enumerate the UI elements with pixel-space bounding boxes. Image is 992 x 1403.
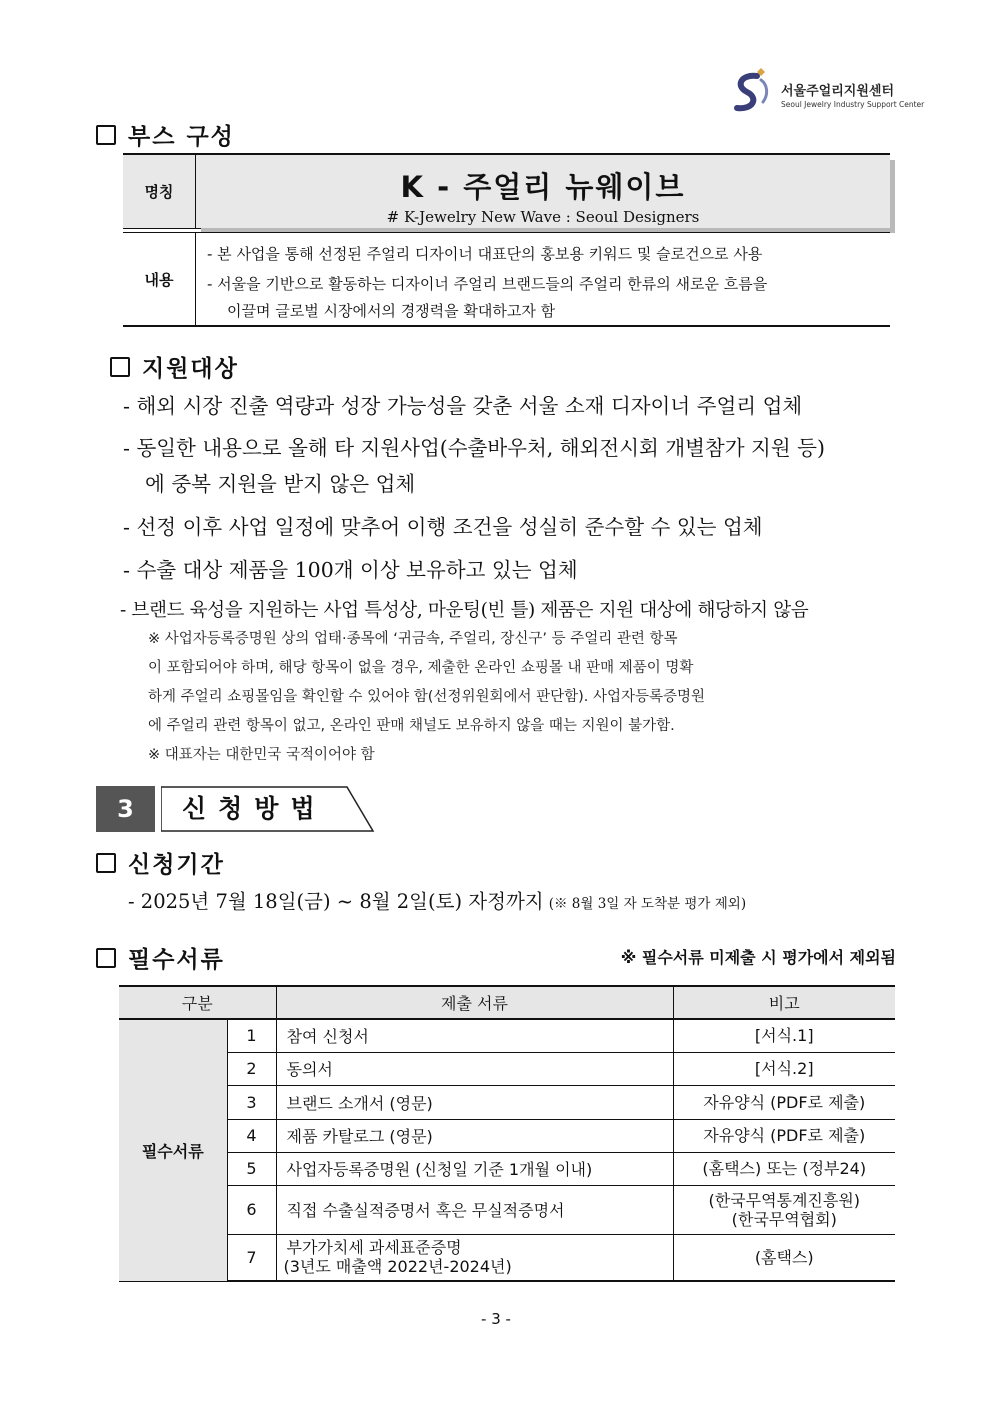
logo-mark-icon — [727, 68, 775, 116]
page-number: - 3 - — [481, 1310, 511, 1328]
period-note: (※ 8월 3일 자 도착분 평가 제외) — [548, 896, 747, 912]
row-note-line: (한국무역협회) — [731, 1209, 837, 1229]
eligibility-item: - 수출 대상 제품을 100개 이상 보유하고 있는 업체 — [123, 558, 578, 582]
table-row — [119, 1019, 895, 1052]
row-doc: 참여 신청서 — [276, 1019, 673, 1052]
note-line: 이 포함되어야 하며, 해당 항목이 없을 경우, 제출한 온라인 쇼핑몰 내 판매 제품이 명확 — [148, 660, 694, 676]
logo-subtitle: Seoul Jewelry Industry Support Center — [781, 100, 925, 109]
row-doc: 사업자등록증명원 (신청일 기준 1개월 이내) — [276, 1152, 673, 1185]
booth-content-line: 이끌며 글로벌 시장에서의 경쟁력을 확대하고자 함 — [227, 302, 556, 320]
row-number: 2 — [227, 1052, 276, 1085]
row-number: 7 — [227, 1234, 276, 1281]
center-logo — [727, 68, 925, 118]
checkbox-square-icon — [110, 357, 130, 377]
checkbox-square-icon — [96, 125, 116, 145]
booth-table — [123, 153, 890, 327]
table-header-row — [119, 986, 895, 1019]
table-row — [119, 1152, 895, 1185]
period-heading — [96, 846, 225, 879]
eligibility-item: - 선정 이후 사업 일정에 맞추어 이행 조건을 성실히 준수할 수 있는 업체 — [123, 515, 763, 539]
booth-name-row — [123, 153, 890, 229]
row-number: 6 — [227, 1185, 276, 1234]
booth-title: K - 주얼리 뉴웨이브 — [400, 170, 686, 204]
row-doc: 동의서 — [276, 1052, 673, 1085]
eligibility-item: - 해외 시장 진출 역량과 성장 가능성을 갖춘 서울 소재 디자이너 주얼리 업체 — [123, 394, 803, 418]
table-row — [119, 1119, 895, 1152]
row-number: 3 — [227, 1085, 276, 1119]
eligibility-heading-text: 지원대상 — [142, 355, 239, 382]
row-doc: 직접 수출실적증명서 혹은 무실적증명서 — [276, 1185, 673, 1234]
checkbox-square-icon — [96, 948, 116, 968]
docs-warning: ※ 필수서류 미제출 시 평가에서 제외됨 — [620, 948, 896, 967]
booth-heading-text: 부스 구성 — [128, 124, 235, 150]
row-doc: 브랜드 소개서 (영문) — [276, 1085, 673, 1119]
note-line: ※ 사업자등록증명원 상의 업태·종목에 ‘귀금속, 주얼리, 장신구’ 등 주얼리 관련 항목 — [148, 631, 678, 647]
booth-content-row — [123, 232, 890, 327]
booth-name-cell — [196, 155, 890, 228]
section3-title: 신청방법 — [182, 794, 327, 823]
docs-heading-text: 필수서류 — [128, 946, 225, 973]
eligibility-heading — [110, 350, 239, 383]
row-note — [673, 1185, 895, 1234]
period-heading-text: 신청기간 — [128, 851, 225, 878]
group-cell: 필수서류 — [119, 1019, 227, 1281]
booth-content-cell — [207, 239, 884, 324]
booth-heading — [96, 118, 235, 151]
booth-subtitle: # K-Jewelry New Wave : Seoul Designers — [386, 208, 700, 226]
eligibility-item: 에 중복 지원을 받지 않은 업체 — [145, 472, 416, 496]
note-line: ※ 대표자는 대한민국 국적이어야 함 — [148, 747, 375, 763]
row-doc-line: 부가가치세 과세표준증명 — [286, 1238, 462, 1258]
logo-name: 서울주얼리지원센터 — [781, 84, 895, 99]
table-row — [119, 1052, 895, 1085]
period-line — [128, 886, 746, 914]
note-line: 에 주얼리 관련 항목이 없고, 온라인 판매 채널도 보유하지 않을 때는 지원이 불가함. — [148, 718, 675, 734]
row-note: 자유양식 (PDF로 제출) — [673, 1085, 895, 1119]
row-note: (홈택스) 또는 (정부24) — [673, 1152, 895, 1185]
section3-number: 3 — [96, 786, 155, 832]
eligibility-item: - 브랜드 육성을 지원하는 사업 특성상, 마운팅(빈 틀) 제품은 지원 대상에 해당하지 않음 — [120, 600, 809, 621]
row-number: 1 — [227, 1019, 276, 1052]
booth-name-label: 명칭 — [123, 155, 196, 228]
docs-heading — [96, 941, 225, 974]
checkbox-square-icon — [96, 853, 116, 873]
booth-content-line: - 서울을 기반으로 활동하는 디자이너 주얼리 브랜드들의 주얼리 한류의 새로운 흐름을 — [207, 275, 768, 293]
col-doc-header: 제출 서류 — [276, 986, 673, 1019]
row-doc-line: (3년도 매출액 2022년-2024년) — [283, 1257, 512, 1277]
row-number: 5 — [227, 1152, 276, 1185]
row-note-line: (한국무역통계진흥원) — [708, 1190, 861, 1210]
period-text: - 2025년 7월 18일(금) ~ 8월 2일(토) 자정까지 — [128, 890, 544, 913]
eligibility-note — [148, 625, 900, 770]
booth-content-label: 내용 — [123, 233, 196, 325]
col-group-header: 구분 — [119, 986, 276, 1019]
row-note: (홈택스) — [673, 1234, 895, 1281]
row-note: [서식.1] — [673, 1019, 895, 1052]
row-note: 자유양식 (PDF로 제출) — [673, 1119, 895, 1152]
section3-banner — [96, 786, 378, 832]
eligibility-item: - 동일한 내용으로 올해 타 지원사업(수출바우처, 해외전시회 개별참가 지원 등) — [123, 436, 825, 460]
row-note: [서식.2] — [673, 1052, 895, 1085]
docs-table — [119, 985, 895, 1282]
table-row — [119, 1234, 895, 1281]
col-note-header: 비고 — [673, 986, 895, 1019]
table-row — [119, 1185, 895, 1234]
row-doc: 제품 카탈로그 (영문) — [276, 1119, 673, 1152]
table-row — [119, 1085, 895, 1119]
row-number: 4 — [227, 1119, 276, 1152]
note-line: 하게 주얼리 쇼핑몰임을 확인할 수 있어야 함(선정위원회에서 판단함). 사업자등록증명원 — [148, 689, 706, 705]
row-doc — [276, 1234, 673, 1281]
booth-content-line: - 본 사업을 통해 선정된 주얼리 디자이너 대표단의 홍보용 키워드 및 슬로건으로 사용 — [207, 245, 763, 263]
